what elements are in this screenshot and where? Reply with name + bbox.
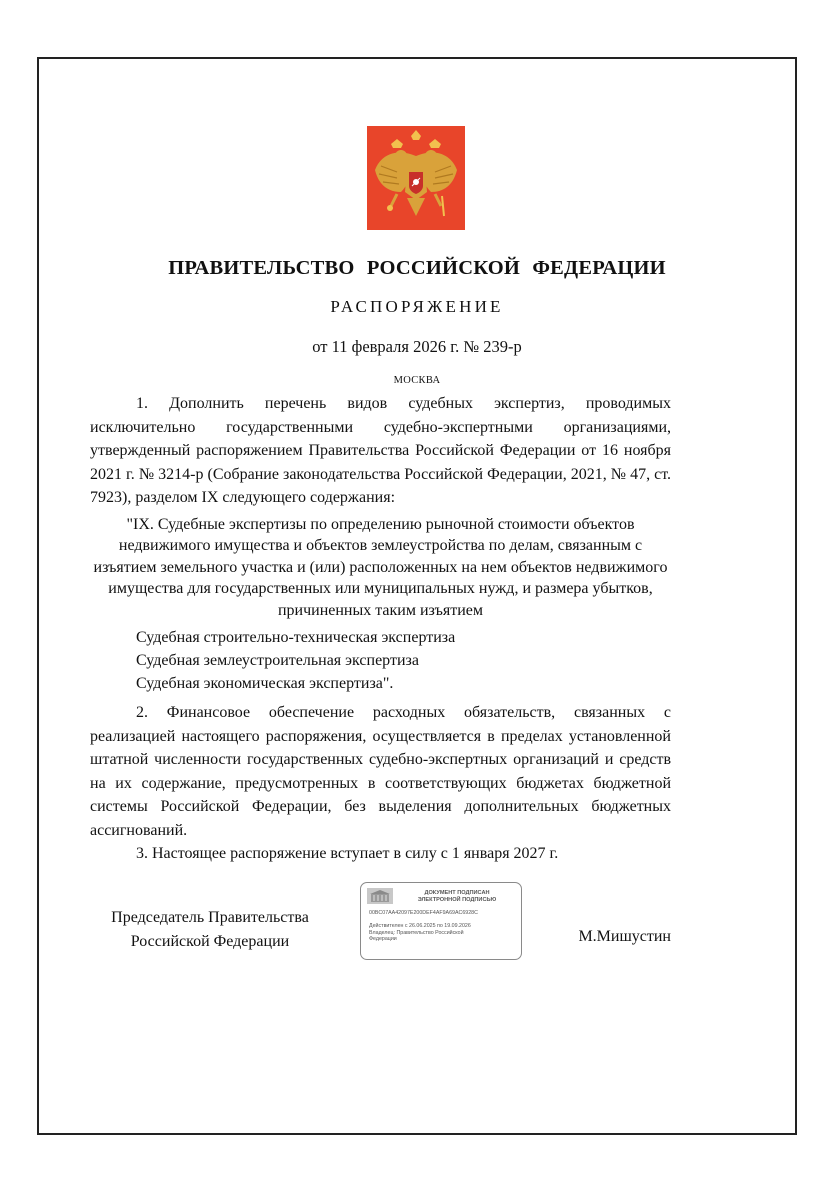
stamp-title: ДОКУМЕНТ ПОДПИСАН ЭЛЕКТРОННОЙ ПОДПИСЬЮ xyxy=(417,890,497,903)
section-title: "IX. Судебные экспертизы по определению рыночной стоимости объектов недвижимого имущества и объектов землеустройства по делам, связанным с изъятием земельного участка и (или) расположенных на нем объектов недвижимого имущества для государственных или муниципальных нужд, и размера убытков, причиненных таким изъятием xyxy=(93,515,668,619)
paragraph-3: 3. Настоящее распоряжение вступает в силу с 1 января 2027 г. xyxy=(136,845,559,862)
stamp-building-icon xyxy=(367,888,393,904)
paragraph-1: 1. Дополнить перечень видов судебных экспертиз, проводимых исключительно государственными судебно-экспертными организациями, утвержденный распоряжением Правительства Российской Федерации от 16 ноября 2021 г. № 3214-р (Собрание законодательства Российской Федерации, 2021, № 47, ст. 7923), разделом IX следующего содержания: xyxy=(90,395,671,506)
coat-of-arms-icon xyxy=(367,126,465,230)
position-line: Российской Федерации xyxy=(130,932,290,950)
position-line: Председатель Правительства xyxy=(111,909,309,926)
paragraph-2: 2. Финансовое обеспечение расходных обязательств, связанных с реализацией настоящего распоряжения, осуществляется в пределах установленной штатной численности государственных судебно-экспертных организаций и средств на их содержание, предусмотренных в соответствующих бюджетах бюджетной системы Российской Федерации, без выделения дополнительных бюджетных ассигнований. xyxy=(90,704,671,839)
electronic-signature-stamp xyxy=(360,882,522,960)
government-title: ПРАВИТЕЛЬСТВО РОССИЙСКОЙ ФЕДЕРАЦИИ xyxy=(168,257,666,279)
city: МОСКВА xyxy=(393,375,441,386)
list-item: Судебная строительно-техническая экспертиза xyxy=(136,629,456,646)
stamp-owner: Федерации xyxy=(369,936,397,942)
document-type: РАСПОРЯЖЕНИЕ xyxy=(330,297,504,316)
stamp-owner: Владелец: Правительство Российской xyxy=(369,930,464,936)
list-item: Судебная землеустроительная экспертиза xyxy=(136,652,419,669)
document-date-number: от 11 февраля 2026 г. № 239-р xyxy=(312,337,522,356)
signatory-position xyxy=(90,906,330,953)
document-body xyxy=(90,392,671,866)
stamp-validity: Действителен с 26.06.2025 по 19.09.2026 xyxy=(369,923,471,929)
signatory-name: М.Мишустин xyxy=(578,928,671,945)
list-item: Судебная экономическая экспертиза". xyxy=(136,675,394,692)
stamp-certificate: 00BC07AA42097E200DEF4AF9A69AC6928C xyxy=(369,910,478,916)
